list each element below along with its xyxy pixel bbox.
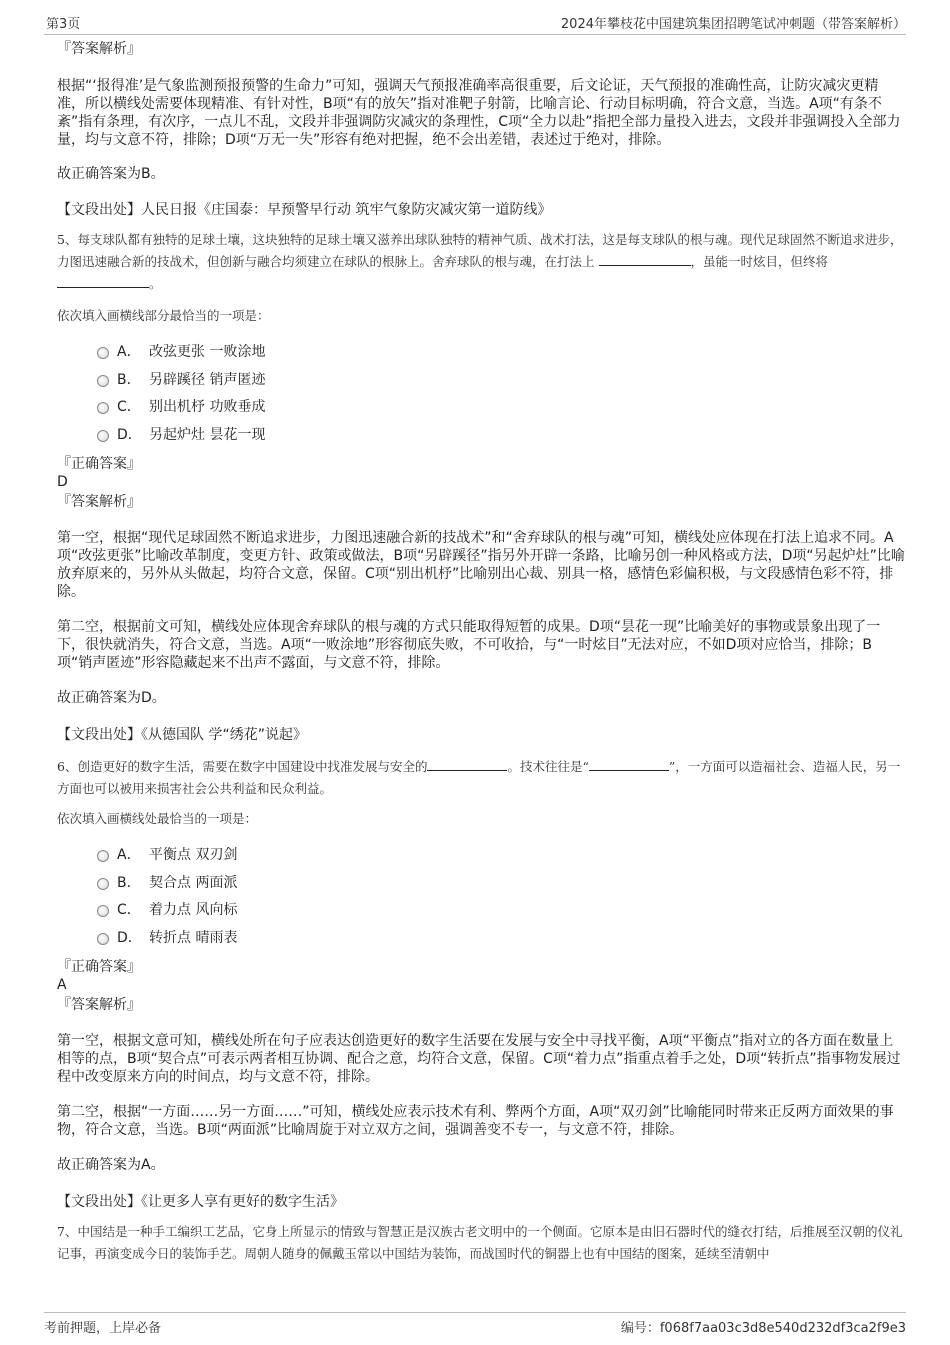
option-letter: B． [117, 874, 141, 891]
option-letter: A． [117, 847, 141, 863]
document-body [57, 40, 906, 1265]
analysis-text: 第一空，根据“现代足球固然不断追求进步，力图迅速融合新的技战术”和“舍弃球队的根与魂”可知，横线处应体现在打法上追求不同。A项“改弦更张”比喻改革制度，变更方针、政策或做法，B项“另辟蹊径”指另外开辟一条路，比喻另创一种风格或方法，D项“另起炉灶”比喻放弃原来的，另外从头做起，均符合文意，保留。C项“别出机杼”比喻别出心裁、别具一格，感情色彩偏积极，与文段感情色彩不符，排除。 [57, 530, 905, 600]
analysis-text: 第二空，根据“一方面……另一方面……”可知，横线处应表示技术有利、弊两个方面，A项“双刃剑”比喻能同时带来正反两方面效果的事物，符合文意，当选。B项“两面派”比喻周旋于对立双方之间，强调善变不专一，与文意不符，排除。 [57, 1104, 894, 1138]
option-list [57, 341, 906, 451]
answer-value: A [57, 977, 67, 993]
analysis-text: 根据“‘报得准’是气象监测预报预警的生命力”可知，强调天气预报准确率高很重要，后文论证，天气预报的准确性高，让防灾减灾更精准，所以横线处需要体现精准、有针对性，B项“有的放矢”指对准靶子射箭，比喻言论、行动目标明确，符合文意，当选。A项“有条不紊”指有条理，有次序，一点儿不乱，文段并非强调防灾减灾的条理性，C项“全力以赴”指把全部力量投入进去，文段并非强调投入全部力量，均与文意不符，排除；D项“万无一失”形容有绝对把握，绝不会出差错，表述过于绝对，排除。 [57, 78, 901, 148]
source-citation: 【文段出处】人民日报《庄国泰：早预警早行动 筑牢气象防灾减灾第一道防线》 [57, 202, 552, 218]
option-letter: C． [117, 399, 141, 415]
radio-icon[interactable] [97, 878, 109, 890]
stem-part: 。 [149, 276, 162, 291]
radio-icon[interactable] [97, 402, 109, 414]
option-list [57, 844, 906, 954]
option-text: 转折点 晴雨表 [149, 929, 238, 946]
fill-blank [599, 253, 691, 266]
option-letter: A． [117, 344, 141, 360]
fill-blank [589, 758, 669, 771]
radio-icon[interactable] [97, 905, 109, 917]
fill-blank [57, 275, 149, 288]
stem-part: 。技术往往是“ [507, 759, 589, 774]
option-text: 契合点 两面派 [149, 874, 238, 891]
analysis-text: 第一空，根据文意可知，横线处所在句子应表达创造更好的数字生活要在发展与安全中寻找平衡，A项“平衡点”指对立的各方面在数量上相等的点，B项“契合点”可表示两者相互协调、配合之意，均符合文意，保留。C项“着力点”指重点着手之处，D项“转折点”指事物发展过程中改变原来方向的时间点，均与文意不符，排除。 [57, 1033, 901, 1085]
analysis-label: 『答案解析』 [57, 494, 141, 510]
conclusion: 故正确答案为D。 [57, 690, 166, 706]
footer-slogan: 考前押题，上岸必备 [44, 1321, 162, 1336]
conclusion: 故正确答案为A。 [57, 1157, 165, 1173]
answer-value: D [57, 474, 68, 490]
option-letter: B． [117, 371, 141, 388]
conclusion: 故正确答案为B。 [57, 166, 165, 182]
option-text: 改弦更张 一败涂地 [149, 344, 266, 360]
radio-icon[interactable] [97, 933, 109, 945]
page-header [44, 12, 906, 35]
option-text: 着力点 风向标 [149, 902, 238, 918]
option-c[interactable] [57, 396, 906, 424]
option-d[interactable] [57, 424, 906, 452]
option-c[interactable] [57, 899, 906, 927]
source-citation: 【文段出处】《让更多人享有更好的数字生活》 [57, 1194, 344, 1210]
analysis-text: 第二空，根据前文可知，横线处应体现舍弃球队的根与魂的方式只能取得短暂的成果。D项“昙花一现”比喻美好的事物或景象出现了一下，很快就消失，符合文意，当选。A项“一败涂地”形容彻底失败，不可收拾，与“一时炫目”无法对应，不如D项对应恰当，排除；B项“销声匿迹”形容隐藏起来不出声不露面，与文意不符，排除。 [57, 619, 881, 671]
option-a[interactable] [57, 844, 906, 872]
page-number: 第3页 [46, 17, 81, 32]
document-id: 编号：f068f7aa03c3d8e540d232df3ca2f9e3 [620, 1321, 906, 1336]
radio-icon[interactable] [97, 347, 109, 359]
option-letter: D． [117, 929, 142, 946]
analysis-label: 『答案解析』 [57, 997, 141, 1013]
radio-icon[interactable] [97, 430, 109, 442]
stem-part: ”，一方面可以造福社会、造福人民，另一方面也可以被用来损害社会公共利益和民众利益。 [57, 759, 901, 796]
answer-label: 『正确答案』 [57, 456, 141, 472]
answer-label: 『正确答案』 [57, 959, 141, 975]
question-stem [57, 756, 906, 800]
option-letter: C． [117, 902, 141, 918]
stem-part: 5、每支球队都有独特的足球土壤，这块独特的足球土壤又滋养出球队独特的精神气质、战术打法，这是每支球队的根与魂。现代足球固然不断追求进步，力图迅速融合新的技战术，但创新与融合均须建立在球队的根脉上。舍弃球队的根与魂，在打法上 [57, 232, 903, 269]
question-stem [57, 229, 906, 295]
option-b[interactable] [57, 872, 906, 900]
source-citation: 【文段出处】《从德国队 学“绣花”说起》 [57, 727, 307, 743]
option-text: 另辟蹊径 销声匿迹 [149, 371, 266, 388]
stem-part: 6、创造更好的数字生活，需要在数字中国建设中找准发展与安全的 [57, 759, 428, 774]
option-letter: D． [117, 426, 142, 443]
fill-blank [427, 758, 507, 771]
question-stem: 7、中国结是一种手工编织工艺品，它身上所显示的情致与智慧正是汉族古老文明中的一个侧面。它原本是由旧石器时代的缝衣打结，后推展至汉朝的仪礼记事，再演变成今日的装饰手艺。周朝人随身的佩戴玉常以中国结为装饰，而战国时代的铜器上也有中国结的图案，延续至清朝中 [57, 1224, 903, 1261]
analysis-label: 『答案解析』 [57, 41, 141, 57]
option-d[interactable] [57, 927, 906, 955]
question-prompt: 依次填入画横线处最恰当的一项是： [57, 811, 258, 826]
document-title: 2024年攀枝花中国建筑集团招聘笔试冲刺题（带答案解析） [560, 17, 906, 32]
option-text: 另起炉灶 昙花一现 [149, 426, 266, 443]
option-b[interactable] [57, 369, 906, 397]
stem-part: ，虽能一时炫目，但终将 [690, 254, 829, 269]
radio-icon[interactable] [97, 375, 109, 387]
option-text: 平衡点 双刃剑 [149, 847, 238, 863]
radio-icon[interactable] [97, 850, 109, 862]
question-prompt: 依次填入画横线部分最恰当的一项是： [57, 308, 270, 323]
option-text: 别出机杼 功败垂成 [149, 399, 266, 415]
option-a[interactable] [57, 341, 906, 369]
page-footer [44, 1312, 906, 1335]
